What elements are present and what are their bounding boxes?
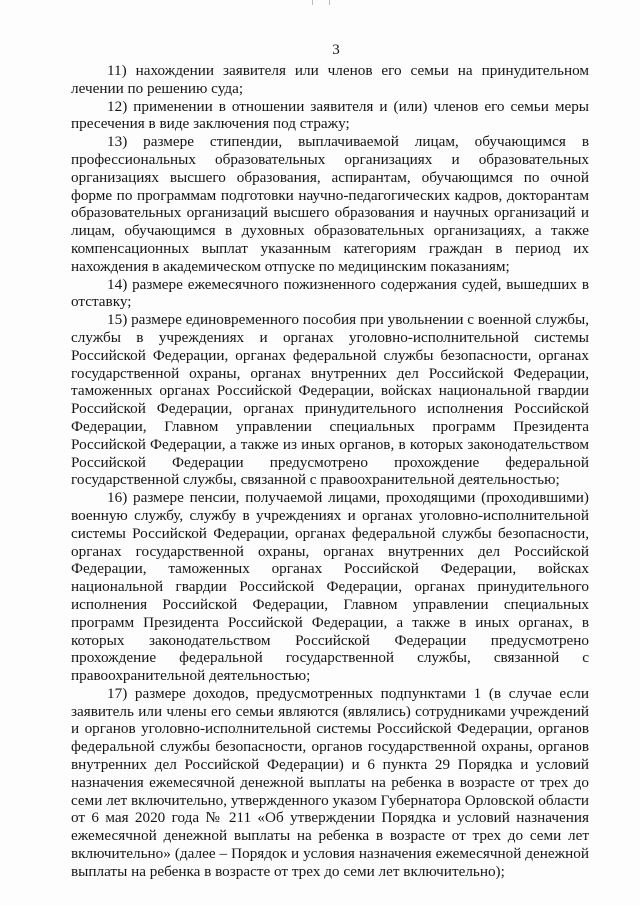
paragraph-item-12: 12) применении в отношении заявителя и (или) членов его семьи меры пресечения в виде заключения под стражу; <box>71 97 589 133</box>
paragraph-item-11: 11) нахождении заявителя или членов его семьи на принудительном лечении по решению суда; <box>71 62 589 97</box>
paragraph-item-16: 16) размере пенсии, получаемой лицами, проходящими (проходившими) военную службу, службу в учреждениях и органах уголовно-исполнительной системы Российской Федерации, органах федеральной службы безопасности, органах государственной охраны, органах внутренних дел Российской Федерации, таможенных органах Российской Федерации, войсках национальной гвардии Российской Федерации, органах принудительного исполнения Российской Федерации, Главном управлении специальных программ Президента Российской Федерации, а также в иных органах, в которых законодательством Российской Федерации предусмотрено прохождение федеральной государственной службы, связанной с правоохранительной деятельностью; <box>71 489 589 685</box>
paragraph-item-17: 17) размере доходов, предусмотренных подпунктами 1 (в случае если заявитель или члены его семьи являются (являлись) сотрудниками учреждений и органов уголовно-исполнительной системы Российской Федерации, органов федеральной службы безопасности, органов государственной охраны, органов внутренних дел Российской Федерации) и 6 пункта 29 Порядка и условий назначения ежемесячной денежной выплаты на ребенка в возрасте от трех до семи лет включительно, утвержденного указом Губернатора Орловской области от 6 мая 2020 года № 211 «Об утверждении Порядка и условий назначения ежемесячной денежной выплаты на ребенка в возрасте от трех до семи лет включительно» (далее – Порядок и условия назначения ежемесячной денежной выплаты на ребенка в возрасте от трех до семи лет включительно); <box>71 684 589 880</box>
document-body <box>71 62 589 881</box>
paragraph-item-14: 14) размере ежемесячного пожизненного содержания судей, вышедших в отставку; <box>71 275 589 311</box>
paragraph-item-15: 15) размере единовременного пособия при увольнении с военной службы, службы в учреждениях и органах уголовно-исполнительной системы Российской Федерации, органах федеральной службы безопасности, органах государственной охраны, органах внутренних дел Российской Федерации, таможенных органах Российской Федерации, войсках национальной гвардии Российской Федерации, органах принудительного исполнения Российской Федерации, Главном управлении специальных программ Президента Российской Федерации, а также из иных органов, в которых законодательством Российской Федерации предусмотрено прохождение федеральной государственной службы, связанной с правоохранительной деятельностью; <box>71 311 589 489</box>
page-number: 3 <box>332 42 340 58</box>
top-edge-mark <box>312 0 330 5</box>
paragraph-item-13: 13) размере стипендии, выплачиваемой лицам, обучающимся в профессиональных образовательных организациях и образовательных организациях высшего образования, аспирантам, обучающимся по очной форме по программам подготовки научно-педагогических кадров, докторантам образовательных организаций высшего образования и научных организаций и лицам, обучающимся в духовных образовательных организациях, а также компенсационных выплат указанным категориям граждан в период их нахождения в академическом отпуске по медицинским показаниям; <box>71 133 589 275</box>
